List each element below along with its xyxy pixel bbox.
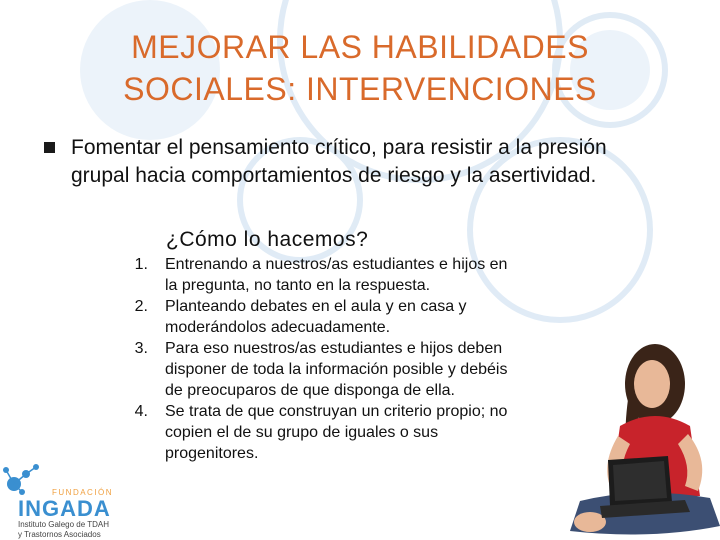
step-text: Entrenando a nuestros/as estudiantes e hijos en la pregunta, no tanto en la respuesta.	[165, 256, 508, 294]
bullet-text: Fomentar el pensamiento crítico, para resistir a la presión grupal hacia comportamientos de riesgo y la asertividad.	[71, 136, 607, 187]
title-line-2: SOCIALES: INTERVENCIONES	[123, 71, 597, 107]
step-number: 4.	[134, 403, 148, 420]
list-item	[120, 296, 520, 338]
steps-list	[120, 254, 520, 464]
step-number: 3.	[134, 340, 148, 357]
girl-with-laptop-illustration	[560, 326, 720, 540]
bullet-square-icon	[44, 142, 55, 153]
step-number: 2.	[134, 298, 148, 315]
title-line-1: MEJORAR LAS HABILIDADES	[131, 29, 589, 65]
step-text: Planteando debates en el aula y en casa y moderándolos adecuadamente.	[165, 298, 467, 336]
logo-subtitle-1: Instituto Galego de TDAH	[18, 520, 110, 529]
step-text: Se trata de que construyan un criterio propio; no copien el de su grupo de iguales o sus progenitores.	[165, 403, 508, 462]
list-item	[120, 338, 520, 401]
logo-small-text: FUNDACIÓN	[52, 488, 114, 497]
list-item	[120, 401, 520, 464]
logo-subtitle-2: y Trastornos Asociados	[18, 530, 101, 539]
step-text: Para eso nuestros/as estudiantes e hijos deben disponer de toda la información posible y debéis de preocuparos de que disponga de ella.	[165, 340, 508, 399]
logo-name: INGADA	[18, 496, 111, 521]
subheading: ¿Cómo lo hacemos?	[166, 228, 369, 251]
step-number: 1.	[134, 256, 148, 273]
slide-title	[60, 26, 660, 110]
list-item	[120, 254, 520, 296]
